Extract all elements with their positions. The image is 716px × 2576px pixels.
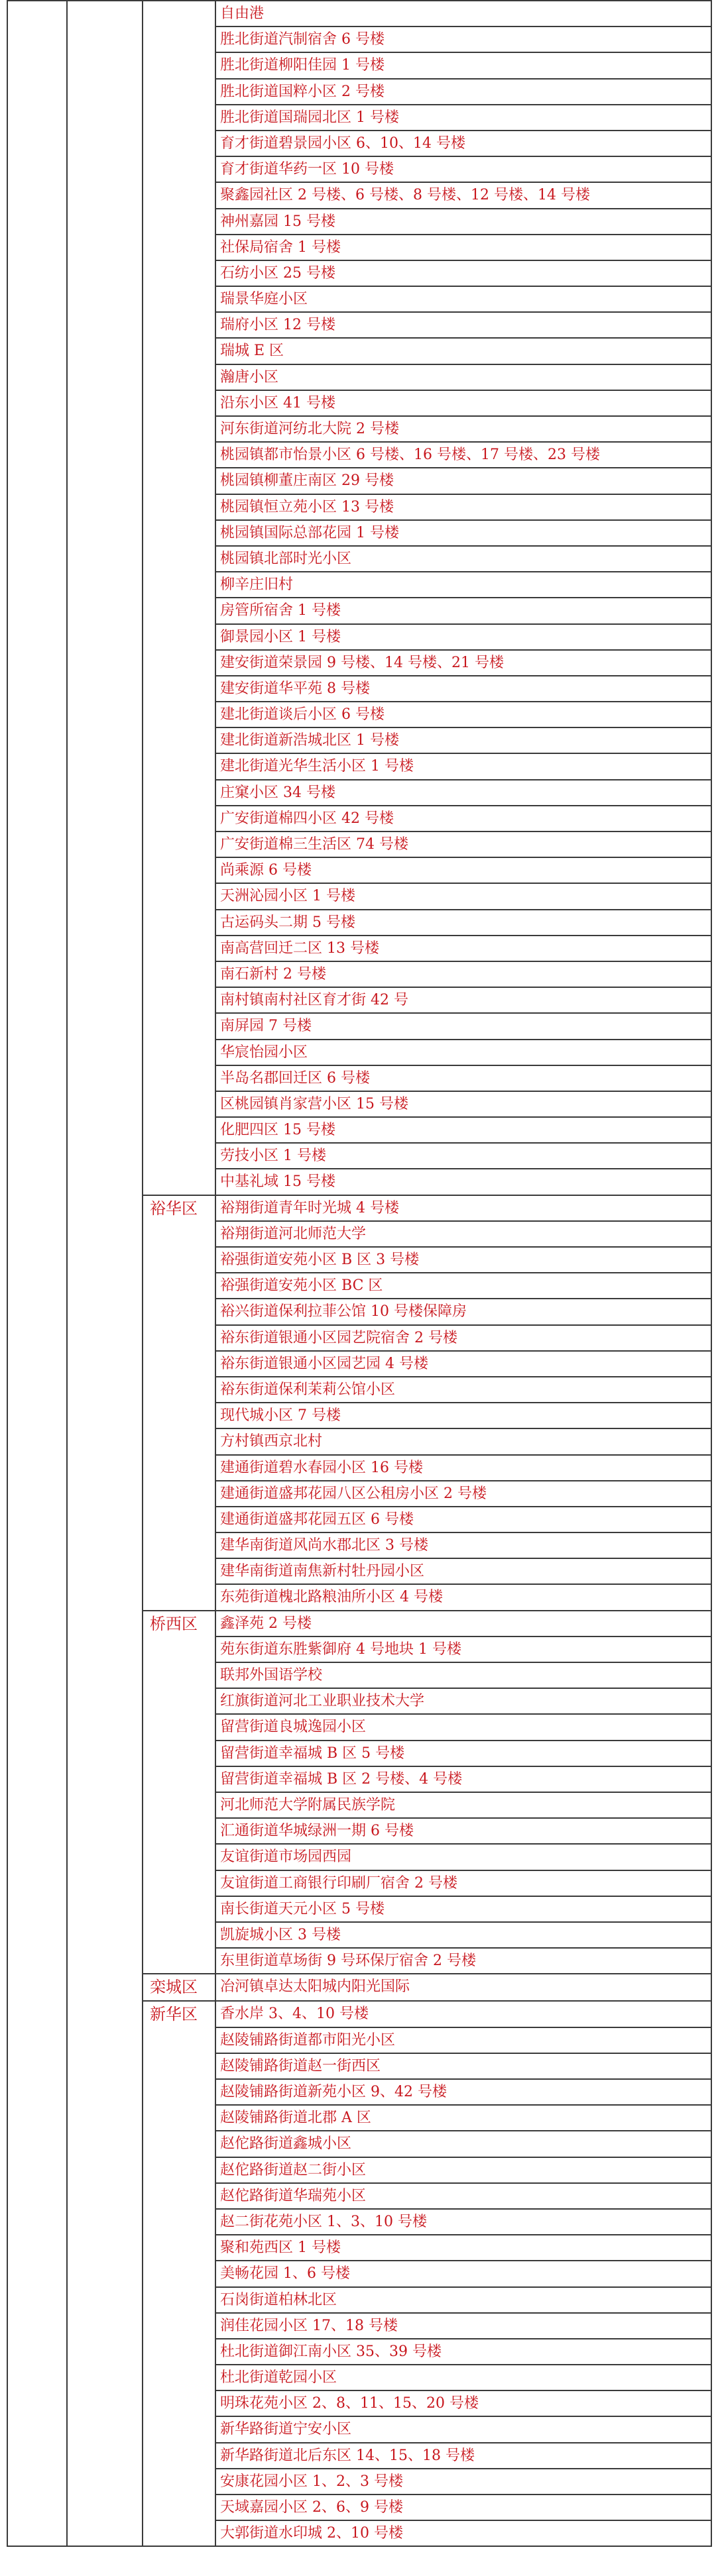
area-name-cell: 赵二街花苑小区 1、3、10 号楼 <box>215 2209 711 2235</box>
table-row <box>7 1 711 27</box>
area-name-cell: 赵佗路街道赵二街小区 <box>215 2157 711 2183</box>
category-column-cell <box>67 1 143 2546</box>
area-name-cell: 桃园镇国际总部花园 1 号楼 <box>215 520 711 546</box>
area-name-cell: 瀚唐小区 <box>215 364 711 390</box>
index-column-cell <box>7 1 67 2546</box>
area-name-cell: 东里街道草场街 9 号环保厅宿舍 2 号楼 <box>215 1948 711 1974</box>
area-name-cell: 裕兴街道保利拉菲公馆 10 号楼保障房 <box>215 1299 711 1324</box>
area-name-cell: 桃园镇柳董庄南区 29 号楼 <box>215 468 711 494</box>
area-name-cell: 凯旋城小区 3 号楼 <box>215 1922 711 1948</box>
area-name-cell: 桃园镇都市怡景小区 6 号楼、16 号楼、17 号楼、23 号楼 <box>215 442 711 468</box>
area-name-cell: 南石新村 2 号楼 <box>215 961 711 987</box>
area-name-cell: 育才街道碧景园小区 6、10、14 号楼 <box>215 131 711 156</box>
area-name-cell: 建安街道华平苑 8 号楼 <box>215 676 711 702</box>
area-name-cell: 苑东街道东胜紫御府 4 号地块 1 号楼 <box>215 1637 711 1662</box>
area-name-cell: 瑞府小区 12 号楼 <box>215 312 711 338</box>
area-name-cell: 庄窠小区 34 号楼 <box>215 780 711 806</box>
area-name-cell: 房管所宿舍 1 号楼 <box>215 598 711 623</box>
area-name-cell: 胜北街道汽制宿舍 6 号楼 <box>215 27 711 52</box>
area-name-cell: 赵陵铺路街道新苑小区 9、42 号楼 <box>215 2079 711 2105</box>
area-name-cell: 天洲沁园小区 1 号楼 <box>215 883 711 909</box>
area-name-cell: 胜北街道国粹小区 2 号楼 <box>215 79 711 105</box>
area-name-cell: 建通街道盛邦花园八区公租房小区 2 号楼 <box>215 1481 711 1507</box>
area-name-cell: 裕翔街道青年时光城 4 号楼 <box>215 1195 711 1221</box>
area-name-cell: 瑞景华庭小区 <box>215 286 711 312</box>
area-name-cell: 方村镇西京北村 <box>215 1428 711 1454</box>
area-name-cell: 红旗街道河北工业职业技术大学 <box>215 1688 711 1714</box>
area-name-cell: 柳辛庄旧村 <box>215 572 711 598</box>
area-name-cell: 留营街道幸福城 B 区 2 号楼、4 号楼 <box>215 1766 711 1792</box>
district-cell: 栾城区 <box>143 1974 215 2001</box>
area-name-cell: 南村镇南村社区育才街 42 号 <box>215 987 711 1013</box>
area-name-cell: 杜北街道御江南小区 35、39 号楼 <box>215 2339 711 2365</box>
area-name-cell: 汇通街道华城绿洲一期 6 号楼 <box>215 1818 711 1844</box>
area-name-cell: 半岛名郡回迁区 6 号楼 <box>215 1065 711 1091</box>
district-cell <box>143 1 215 1195</box>
area-name-cell: 建华南街道风尚水郡北区 3 号楼 <box>215 1532 711 1558</box>
area-name-cell: 中基礼域 15 号楼 <box>215 1169 711 1195</box>
area-name-cell: 赵佗路街道华瑞苑小区 <box>215 2183 711 2209</box>
district-cell: 新华区 <box>143 2001 215 2546</box>
area-name-cell: 桃园镇北部时光小区 <box>215 546 711 572</box>
area-name-cell: 建通街道碧水春园小区 16 号楼 <box>215 1455 711 1481</box>
area-name-cell: 聚鑫园社区 2 号楼、6 号楼、8 号楼、12 号楼、14 号楼 <box>215 182 711 208</box>
area-name-cell: 广安街道棉四小区 42 号楼 <box>215 806 711 832</box>
area-name-cell: 社保局宿舍 1 号楼 <box>215 235 711 260</box>
area-name-cell: 石岗街道柏林北区 <box>215 2287 711 2313</box>
area-name-cell: 南高营回迁二区 13 号楼 <box>215 936 711 961</box>
area-name-cell: 化肥四区 15 号楼 <box>215 1117 711 1143</box>
area-name-cell: 杜北街道乾园小区 <box>215 2365 711 2390</box>
area-name-cell: 润佳花园小区 17、18 号楼 <box>215 2313 711 2339</box>
area-name-cell: 石纺小区 25 号楼 <box>215 260 711 286</box>
area-name-cell: 裕东街道保利茉莉公馆小区 <box>215 1377 711 1403</box>
area-name-cell: 沿东小区 41 号楼 <box>215 390 711 416</box>
area-name-cell: 新华路街道北后东区 14、15、18 号楼 <box>215 2443 711 2469</box>
area-name-cell: 古运码头二期 5 号楼 <box>215 910 711 936</box>
district-cell: 裕华区 <box>143 1195 215 1611</box>
area-name-cell: 劳技小区 1 号楼 <box>215 1143 711 1169</box>
area-name-cell: 建华南街道南焦新村牡丹园小区 <box>215 1558 711 1584</box>
area-name-cell: 裕东街道银通小区园艺园 4 号楼 <box>215 1351 711 1377</box>
area-name-cell: 赵陵铺路街道赵一街西区 <box>215 2053 711 2079</box>
area-name-cell: 聚和苑西区 1 号楼 <box>215 2235 711 2261</box>
area-name-cell: 胜北街道国瑞园北区 1 号楼 <box>215 105 711 131</box>
area-name-cell: 新华路街道宁安小区 <box>215 2416 711 2442</box>
area-name-cell: 区桃园镇肖家营小区 15 号楼 <box>215 1091 711 1117</box>
area-name-cell: 尚乘源 6 号楼 <box>215 857 711 883</box>
area-name-cell: 河北师范大学附属民族学院 <box>215 1792 711 1818</box>
area-name-cell: 赵佗路街道鑫城小区 <box>215 2131 711 2157</box>
area-name-cell: 建北街道谈后小区 6 号楼 <box>215 702 711 727</box>
district-cell: 桥西区 <box>143 1611 215 1974</box>
area-name-cell: 裕强街道安苑小区 B 区 3 号楼 <box>215 1247 711 1273</box>
area-name-cell: 安康花园小区 1、2、3 号楼 <box>215 2469 711 2495</box>
area-name-cell: 友谊街道工商银行印刷厂宿舍 2 号楼 <box>215 1870 711 1896</box>
area-name-cell: 赵陵铺路街道都市阳光小区 <box>215 2027 711 2053</box>
area-name-cell: 华宸怡园小区 <box>215 1040 711 1065</box>
area-name-cell: 明珠花苑小区 2、8、11、15、20 号楼 <box>215 2390 711 2416</box>
area-name-cell: 裕翔街道河北师范大学 <box>215 1221 711 1247</box>
area-name-cell: 南长街道天元小区 5 号楼 <box>215 1896 711 1922</box>
area-name-cell: 胜北街道柳阳佳园 1 号楼 <box>215 52 711 78</box>
area-name-cell: 天域嘉园小区 2、6、9 号楼 <box>215 2495 711 2520</box>
area-name-cell: 南屏园 7 号楼 <box>215 1013 711 1039</box>
area-name-cell: 裕强街道安苑小区 BC 区 <box>215 1273 711 1299</box>
area-name-cell: 御景园小区 1 号楼 <box>215 624 711 650</box>
area-name-cell: 瑞城 E 区 <box>215 338 711 364</box>
area-name-cell: 大郭街道水印城 2、10 号楼 <box>215 2520 711 2546</box>
area-name-cell: 现代城小区 7 号楼 <box>215 1403 711 1428</box>
area-name-cell: 裕东街道银通小区园艺院宿舍 2 号楼 <box>215 1325 711 1351</box>
area-name-cell: 自由港 <box>215 1 711 27</box>
area-name-cell: 美畅花园 1、6 号楼 <box>215 2261 711 2286</box>
area-name-cell: 友谊街道市场园西园 <box>215 1844 711 1870</box>
area-name-cell: 东苑街道槐北路粮油所小区 4 号楼 <box>215 1584 711 1610</box>
area-name-cell: 桃园镇恒立苑小区 13 号楼 <box>215 494 711 520</box>
risk-area-table <box>7 0 712 2547</box>
area-name-cell: 留营街道幸福城 B 区 5 号楼 <box>215 1741 711 1766</box>
area-name-cell: 香水岸 3、4、10 号楼 <box>215 2001 711 2027</box>
area-name-cell: 建通街道盛邦花园五区 6 号楼 <box>215 1507 711 1532</box>
area-name-cell: 建北街道新浩城北区 1 号楼 <box>215 727 711 753</box>
area-name-cell: 河东街道河纺北大院 2 号楼 <box>215 416 711 442</box>
area-name-cell: 冶河镇卓达太阳城内阳光国际 <box>215 1974 711 2001</box>
area-name-cell: 赵陵铺路街道北郡 A 区 <box>215 2105 711 2131</box>
area-name-cell: 神州嘉园 15 号楼 <box>215 209 711 235</box>
area-name-cell: 建安街道荣景园 9 号楼、14 号楼、21 号楼 <box>215 650 711 676</box>
area-name-cell: 联邦外国语学校 <box>215 1662 711 1688</box>
area-name-cell: 广安街道棉三生活区 74 号楼 <box>215 832 711 857</box>
area-name-cell: 建北街道光华生活小区 1 号楼 <box>215 753 711 779</box>
area-name-cell: 留营街道良城逸园小区 <box>215 1714 711 1740</box>
area-name-cell: 育才街道华药一区 10 号楼 <box>215 156 711 182</box>
area-name-cell: 鑫泽苑 2 号楼 <box>215 1611 711 1637</box>
